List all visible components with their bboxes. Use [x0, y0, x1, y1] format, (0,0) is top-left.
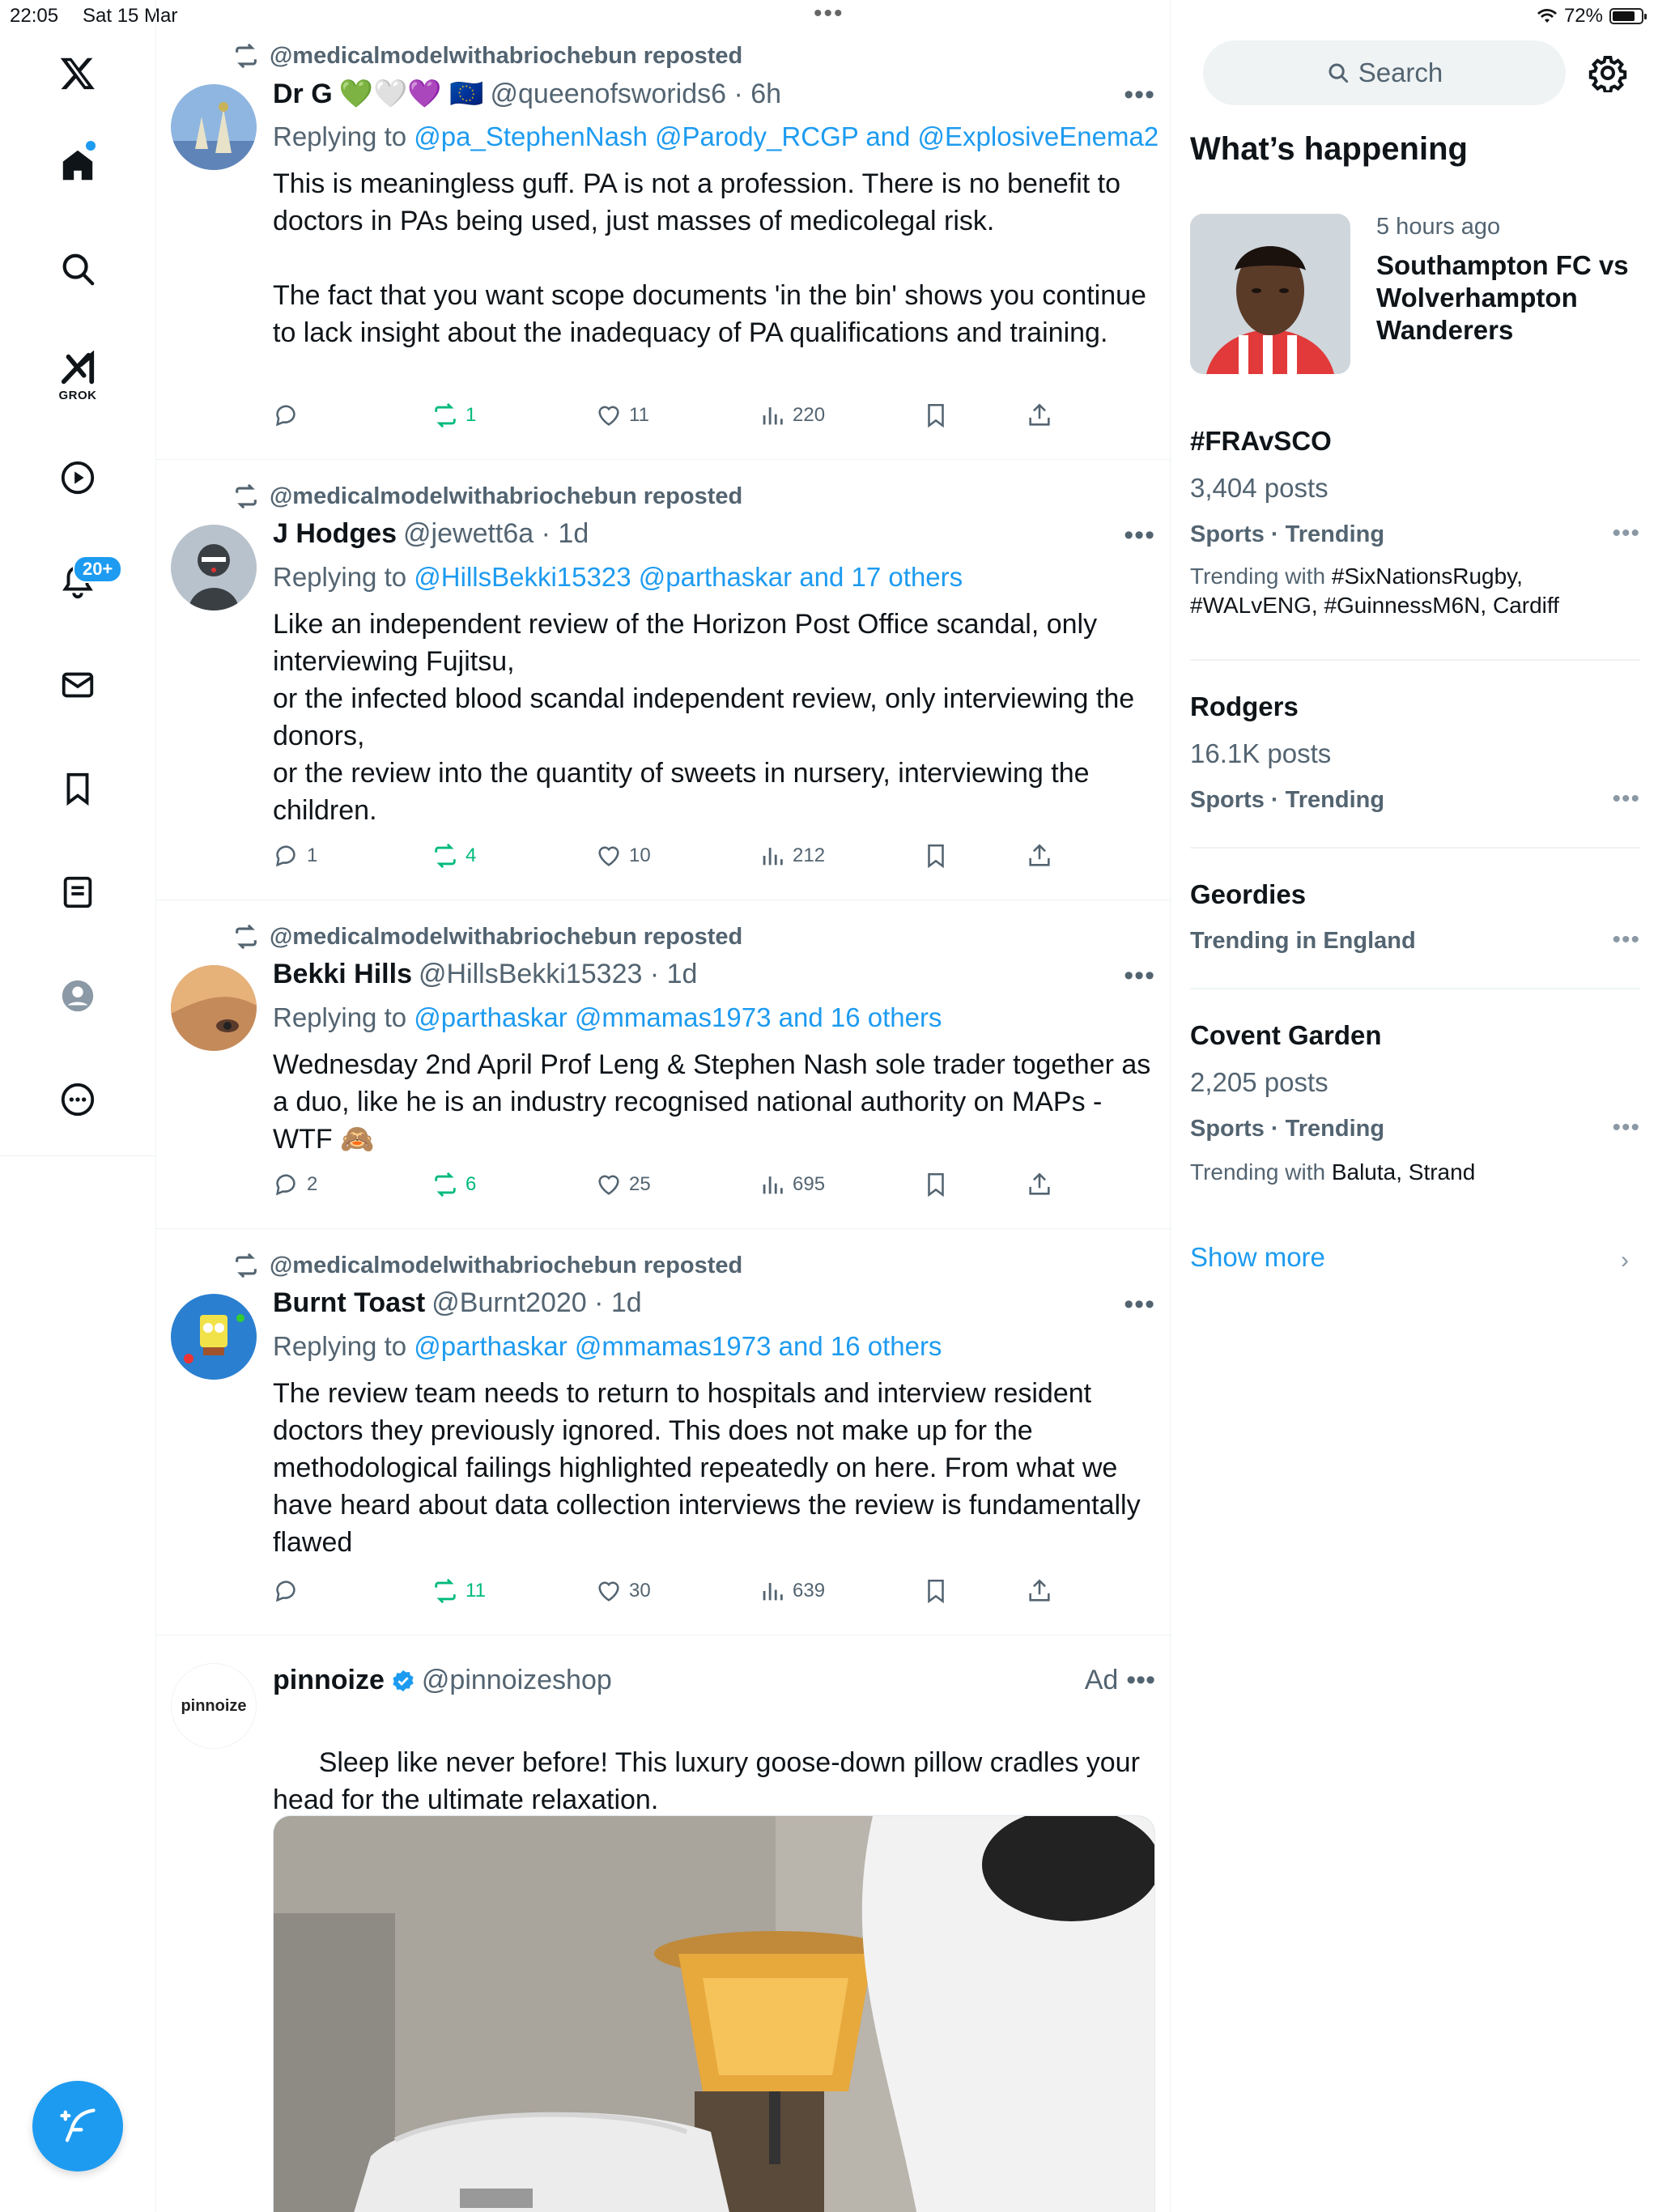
bookmark-button[interactable] [922, 842, 950, 870]
reply-button[interactable] [273, 402, 307, 429]
tweet-actions [273, 842, 1082, 878]
divider [1190, 988, 1640, 989]
share-button[interactable] [1026, 842, 1053, 870]
divider [1190, 847, 1640, 849]
reply-prefix: Replying to [273, 1331, 407, 1361]
trend-name: #FRAvSCO [1190, 426, 1332, 456]
tweet-more-icon[interactable]: ••• [1124, 520, 1155, 551]
tweet-more-icon[interactable]: ••• [1124, 79, 1155, 110]
battery-percent: 72% [1563, 5, 1603, 27]
trend-posts: 16.1K posts [1190, 738, 1332, 768]
views-button[interactable] [759, 402, 825, 429]
views-button[interactable] [759, 842, 825, 870]
verified-badge-icon [391, 1669, 415, 1693]
avatar[interactable] [171, 84, 257, 170]
repost-button[interactable] [432, 1171, 476, 1198]
heart-icon [595, 402, 623, 429]
repost-by: @medicalmodelwithabriochebun reposted [270, 483, 743, 509]
status-time: 22:05 [10, 5, 59, 27]
right-sidebar [1171, 0, 1658, 2212]
repost-icon [232, 42, 260, 70]
show-more-link[interactable]: Show more [1190, 1242, 1325, 1272]
repost-indicator [232, 42, 742, 70]
tweet[interactable] [156, 900, 1171, 1229]
trend-with-values[interactable]: #SixNationsRugby, #WALvENG, #GuinnessM6N, Cardiff [1190, 564, 1559, 618]
repost-action-icon [432, 842, 459, 870]
event-time: 5 hours ago [1376, 214, 1501, 240]
tweet[interactable] [156, 460, 1171, 900]
like-count: 10 [629, 844, 651, 866]
trend-with-values[interactable]: Baluta, Strand [1331, 1159, 1476, 1185]
more-options-icon[interactable] [39, 1061, 117, 1138]
x-logo-icon[interactable] [39, 34, 117, 112]
bookmark-icon [922, 1171, 950, 1198]
heart-icon [595, 1171, 623, 1198]
ad-logo-text: pinnoize [181, 1696, 247, 1715]
left-nav [0, 0, 155, 1156]
author-name[interactable]: Bekki Hills [273, 959, 412, 989]
share-button[interactable] [1026, 402, 1053, 429]
trend-name: Covent Garden [1190, 1020, 1382, 1050]
avatar[interactable] [171, 525, 257, 610]
bookmark-button[interactable] [922, 402, 950, 429]
trend-with-prefix: Trending with [1190, 1159, 1326, 1185]
status-date: Sat 15 Mar [83, 5, 178, 27]
reply-mentions[interactable]: @pa_StephenNash @Parody_RCGP and @ExplosiveEnema2 [414, 121, 1159, 151]
tweet-header [273, 1287, 642, 1319]
view-count: 212 [793, 844, 826, 866]
bookmark-icon [922, 1577, 950, 1605]
views-chart-icon [759, 842, 786, 870]
event-title[interactable]: Southampton FC vs Wolverhampton Wanderers [1376, 250, 1629, 345]
share-icon [1026, 402, 1053, 429]
ad-more-icon[interactable]: ••• [1126, 1665, 1155, 1695]
tweet-more-icon[interactable]: ••• [1124, 960, 1155, 991]
like-button[interactable] [595, 1577, 651, 1605]
reply-mentions[interactable]: @parthaskar @mmamas1973 and 16 others [414, 1331, 942, 1361]
reply-context [273, 562, 963, 593]
trend-category: Sports · Trending [1190, 521, 1385, 547]
author-name[interactable]: Dr G [273, 78, 333, 109]
trend-posts: 3,404 posts [1190, 473, 1329, 503]
trend-name: Rodgers [1190, 691, 1299, 721]
repost-action-icon [432, 402, 459, 429]
trend-more-icon[interactable]: ••• [1612, 520, 1640, 547]
tweet-text: Like an independent review of the Horizon Post Office scandal, only interviewing Fujitsu, or the infected blood scandal independent review, only interviewing the donors, or the review into the quantity of sweets in nursery, interviewing the children. [273, 609, 1135, 826]
reply-count: 1 [307, 844, 318, 866]
divider [1190, 659, 1640, 661]
compose-post-button[interactable] [32, 2081, 123, 2172]
repost-count: 4 [466, 844, 477, 866]
home-unread-dot [86, 141, 96, 151]
compose-feather-icon [57, 2105, 99, 2147]
timeline [155, 0, 1171, 2212]
reply-count: 2 [307, 1173, 318, 1195]
heart-icon [595, 842, 623, 870]
reply-prefix: Replying to [273, 562, 407, 592]
repost-action-icon [432, 1577, 459, 1605]
share-button[interactable] [1026, 1577, 1053, 1605]
repost-indicator [232, 1252, 742, 1279]
bookmark-icon [922, 842, 950, 870]
video-icon[interactable] [39, 439, 117, 517]
trend-more-icon[interactable]: ••• [1612, 1114, 1640, 1141]
repost-indicator [232, 483, 742, 510]
reply-button[interactable] [273, 842, 317, 870]
views-button[interactable] [759, 1171, 825, 1198]
views-button[interactable] [759, 1577, 825, 1605]
author-name[interactable]: J Hodges [273, 518, 397, 549]
views-chart-icon [759, 1577, 786, 1605]
ad-video[interactable] [273, 1815, 1155, 2212]
repost-action-icon [432, 1171, 459, 1198]
tweet-text: This is meaningless guff. PA is not a profession. There is no benefit to doctors in PAs being used, just masses of medicolegal risk. The fact that you want scope documents 'in the bin' shows you continue to lack insight about the inadequacy of PA qualifications and training. [273, 168, 1146, 348]
bookmark-button[interactable] [922, 1577, 950, 1605]
trend-with-prefix: Trending with [1190, 564, 1326, 589]
share-button[interactable] [1026, 1171, 1053, 1198]
grok-label: GROK [58, 389, 97, 402]
trend-item[interactable] [1190, 426, 1640, 644]
trend-item[interactable] [1190, 1020, 1640, 1198]
reply-prefix: Replying to [273, 121, 407, 151]
repost-icon [232, 483, 260, 510]
tweet-more-icon[interactable]: ••• [1124, 1289, 1155, 1320]
repost-by: @medicalmodelwithabriochebun reposted [270, 1252, 743, 1278]
like-count: 25 [629, 1173, 651, 1195]
ad-author-name[interactable]: pinnoize [273, 1665, 385, 1695]
settings-gear-icon[interactable] [1588, 53, 1627, 92]
ad-handle[interactable]: @pinnoizeshop [421, 1665, 612, 1695]
like-button[interactable] [595, 402, 649, 429]
chevron-right-icon[interactable]: › [1621, 1247, 1629, 1274]
lists-icon[interactable] [39, 853, 117, 931]
view-count: 695 [793, 1173, 826, 1195]
trend-category: Sports · Trending [1190, 1116, 1385, 1142]
share-icon [1026, 1577, 1053, 1605]
tweet-text: Wednesday 2nd April Prof Leng & Stephen Nash sole trader together as a duo, like he is an industry recognised national authority on MAPs - WTF 🙈 [273, 1049, 1158, 1155]
search-input[interactable] [1203, 40, 1566, 105]
search-icon [1326, 61, 1350, 85]
search-placeholder: Search [1358, 57, 1443, 87]
avatar[interactable] [171, 965, 257, 1051]
view-count: 639 [793, 1580, 826, 1602]
messages-icon[interactable] [39, 646, 117, 724]
author-handle-time[interactable]: @HillsBekki15323 · 1d [418, 959, 698, 989]
repost-count: 6 [466, 1173, 477, 1195]
repost-icon [232, 1252, 260, 1279]
trend-posts: 2,205 posts [1190, 1067, 1329, 1097]
views-chart-icon [759, 1171, 786, 1198]
tweet-text: The review team needs to return to hospitals and interview resident doctors they previously ignored. This does not make up for the methodological failings highlighted repeatedly on here. From what we have heard about data collection interviews the review is fundamentally flawed [273, 1378, 1149, 1558]
tweet-header [273, 78, 781, 110]
repost-by: @medicalmodelwithabriochebun reposted [270, 42, 743, 69]
trend-more-icon[interactable]: ••• [1612, 926, 1640, 953]
reply-prefix: Replying to [273, 1002, 407, 1032]
author-emojis: 💚🤍💜 🇪🇺 [338, 79, 484, 109]
ad-header [273, 1665, 612, 1696]
tweet[interactable] [156, 0, 1171, 460]
tweet[interactable] [156, 1229, 1171, 1636]
reply-icon [273, 842, 300, 870]
trend-item[interactable] [1190, 879, 1640, 960]
repost-by: @medicalmodelwithabriochebun reposted [270, 923, 743, 950]
like-button[interactable] [595, 842, 651, 870]
trend-with [1190, 562, 1640, 620]
reply-context [273, 1331, 942, 1362]
multitask-dots-icon[interactable]: ••• [814, 0, 844, 27]
view-count: 220 [793, 404, 826, 426]
ad-avatar[interactable] [171, 1663, 257, 1749]
reply-button[interactable] [273, 1171, 317, 1198]
trend-category: Sports · Trending [1190, 787, 1385, 813]
reply-context [273, 1002, 942, 1033]
ad-meta [1085, 1665, 1155, 1696]
tweet-header [273, 518, 589, 550]
reply-icon [273, 1171, 300, 1198]
tweet-actions [273, 1171, 1082, 1206]
notifications-badge: 20+ [73, 555, 122, 583]
avatar[interactable] [171, 1294, 257, 1380]
tweet-actions [273, 1577, 1082, 1613]
repost-icon [232, 923, 260, 951]
author-name[interactable]: Burnt Toast [273, 1287, 426, 1318]
whats-happening-title: What’s happening [1190, 131, 1468, 167]
author-handle-time[interactable]: @queenofsworids6 · 6h [490, 78, 782, 109]
heart-icon [595, 1577, 623, 1605]
tweet-actions [273, 402, 1082, 437]
reply-button[interactable] [273, 1577, 307, 1605]
bookmark-icon [922, 402, 950, 429]
bookmark-button[interactable] [922, 1171, 950, 1198]
author-handle-time[interactable]: @jewett6a · 1d [403, 518, 589, 549]
reply-context [273, 121, 1158, 152]
ad-label: Ad [1084, 1665, 1119, 1695]
trend-with [1190, 1158, 1640, 1187]
like-count: 30 [629, 1580, 651, 1602]
repost-count: 11 [466, 1580, 486, 1602]
repost-button[interactable] [432, 402, 476, 429]
reply-mentions[interactable]: @HillsBekki15323 @parthaskar and 17 others [414, 562, 963, 592]
trend-category: Trending in England [1190, 928, 1416, 954]
repost-indicator [232, 923, 742, 951]
repost-button[interactable] [432, 842, 476, 870]
reply-mentions[interactable]: @parthaskar @mmamas1973 and 16 others [414, 1002, 942, 1032]
share-icon [1026, 1171, 1053, 1198]
event-image[interactable] [1190, 214, 1350, 374]
repost-button[interactable] [432, 1577, 486, 1605]
tweet-header [273, 959, 697, 990]
share-icon [1026, 842, 1053, 870]
bookmarks-icon[interactable] [39, 750, 117, 827]
trend-more-icon[interactable]: ••• [1612, 785, 1640, 812]
search-icon[interactable] [39, 230, 117, 308]
like-count: 11 [629, 404, 649, 426]
repost-count: 1 [466, 404, 477, 426]
author-handle-time[interactable]: @Burnt2020 · 1d [432, 1287, 642, 1318]
home-icon[interactable] [39, 126, 117, 204]
reply-icon [273, 402, 300, 429]
like-button[interactable] [595, 1171, 651, 1198]
reply-icon [273, 1577, 300, 1605]
views-chart-icon [759, 402, 786, 429]
profile-icon[interactable] [39, 957, 117, 1035]
trend-item[interactable] [1190, 691, 1640, 821]
trend-name: Geordies [1190, 879, 1307, 909]
ad-text-main: Sleep like never before! This luxury goose-down pillow cradles your head for the ultimate relaxation. [273, 1747, 1148, 1815]
